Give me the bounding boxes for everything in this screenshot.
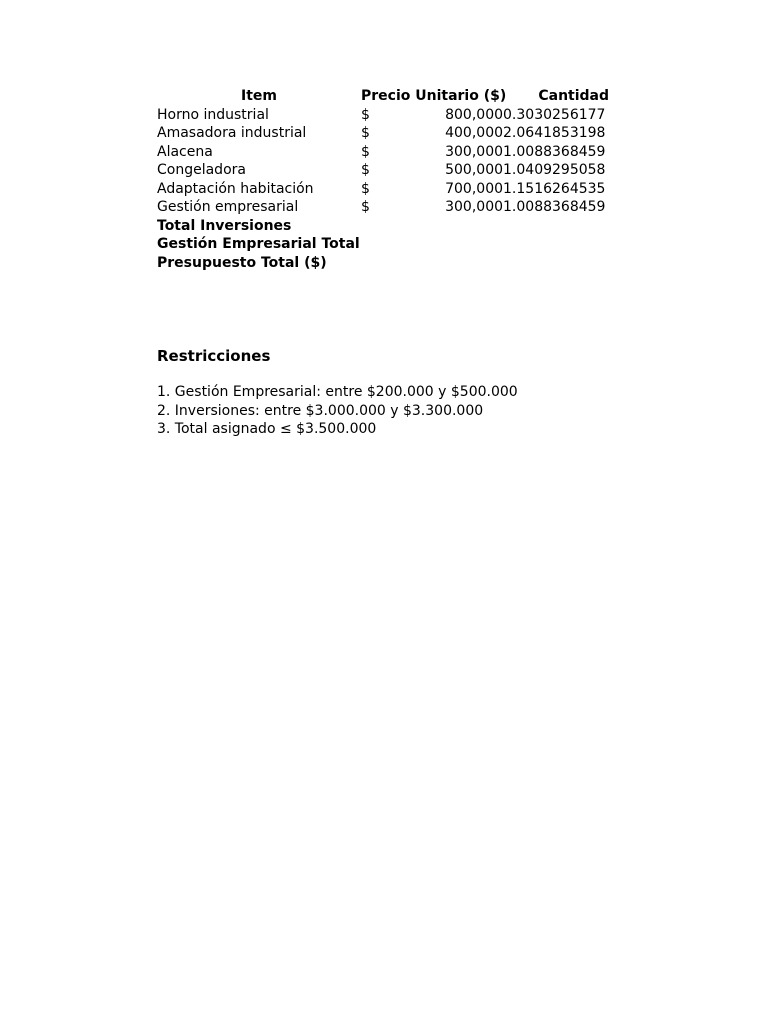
row-currency: $ (361, 106, 370, 123)
total-investments-label: Total Inversiones (157, 217, 292, 234)
table-header-row (157, 87, 609, 106)
restriction-item: 1. Gestión Empresarial: entre $200.000 y $500.000 (157, 384, 518, 400)
row-quantity: 0.3030256177 (503, 106, 606, 123)
total-budget-label: Presupuesto Total ($) (157, 254, 327, 271)
restrictions-section (157, 346, 637, 439)
total-row (157, 235, 609, 254)
row-currency: $ (361, 199, 370, 215)
table-row (157, 198, 609, 217)
total-management-label: Gestión Empresarial Total (157, 236, 360, 252)
row-item: Amasadora industrial (157, 125, 307, 141)
row-quantity: 1.0409295058 (503, 162, 606, 178)
row-quantity: 1.0088368459 (503, 199, 606, 215)
row-price: 300,000 (445, 143, 504, 160)
table-row (157, 143, 609, 162)
row-price: 800,000 (445, 106, 504, 123)
header-unit-price: Precio Unitario ($) (361, 88, 507, 104)
budget-table (157, 87, 609, 272)
header-quantity: Cantidad (538, 88, 610, 104)
row-currency: $ (361, 125, 370, 141)
restriction-item: 3. Total asignado ≤ $3.500.000 (157, 421, 377, 437)
table-row (157, 161, 609, 180)
row-item: Alacena (157, 143, 213, 160)
row-price: 400,000 (445, 125, 504, 141)
row-currency: $ (361, 180, 370, 197)
total-row (157, 254, 609, 273)
restrictions-title: Restricciones (157, 347, 271, 365)
budget-sheet (157, 87, 617, 272)
total-row (157, 217, 609, 236)
table-row (157, 106, 609, 125)
row-item: Adaptación habitación (157, 180, 314, 197)
row-item: Congeladora (157, 162, 246, 178)
row-quantity: 2.0641853198 (503, 125, 606, 141)
row-currency: $ (361, 162, 370, 178)
row-price: 700,000 (445, 180, 504, 197)
row-currency: $ (361, 143, 370, 160)
row-item: Horno industrial (157, 106, 269, 123)
header-item: Item (241, 88, 277, 104)
row-quantity: 1.0088368459 (503, 143, 606, 160)
restriction-item: 2. Inversiones: entre $3.000.000 y $3.300.000 (157, 402, 484, 419)
row-quantity: 1.1516264535 (503, 180, 606, 197)
row-item: Gestión empresarial (157, 199, 299, 215)
row-price: 500,000 (445, 162, 504, 178)
table-row (157, 124, 609, 143)
row-price: 300,000 (445, 199, 504, 215)
table-row (157, 180, 609, 199)
